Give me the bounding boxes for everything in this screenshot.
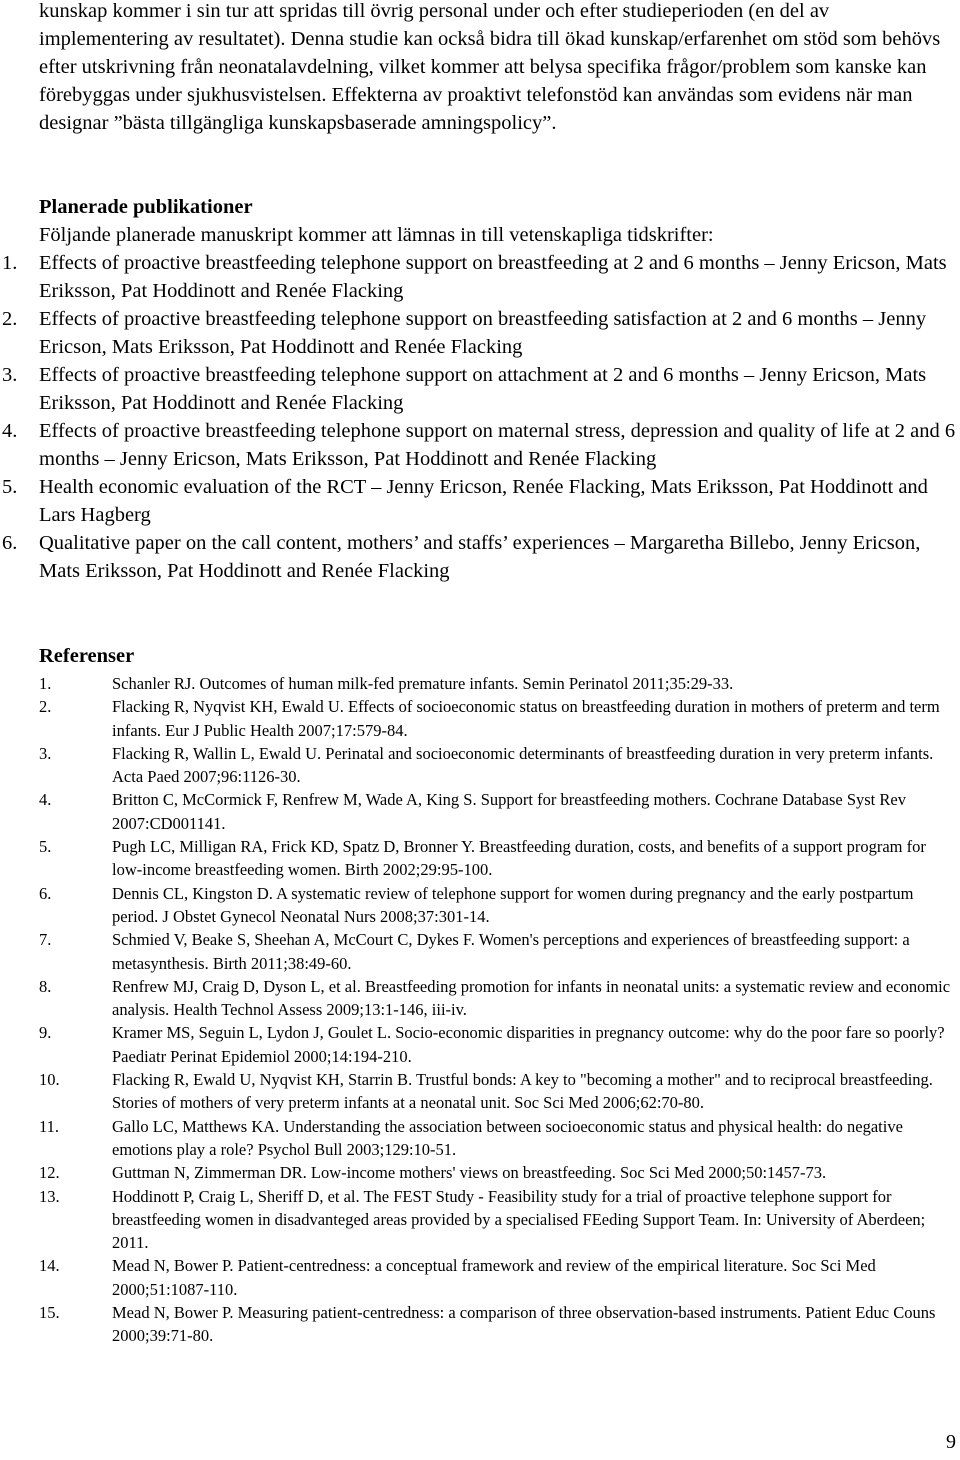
publication-text: Effects of proactive breastfeeding telephone support on breastfeeding satisfaction at 2 and 6 months – Jenny Ericson, Mats Eriksson, Pat Hoddinott and Renée Flacking xyxy=(39,308,927,358)
publication-item xyxy=(0,305,958,361)
reference-text: Renfrew MJ, Craig D, Dyson L, et al. Breastfeeding promotion for infants in neonatal units: a systematic review and economic analysis. Health Technol Assess 2009;13:1-146, iii-iv. xyxy=(112,976,951,1020)
reference-text: Guttman N, Zimmerman DR. Low-income mothers' views on breastfeeding. Soc Sci Med 2000;50:1457-73. xyxy=(112,1163,827,1183)
reference-number: 11. xyxy=(39,1116,60,1136)
reference-number: 3. xyxy=(39,743,52,763)
reference-item xyxy=(0,1115,958,1162)
reference-number: 5. xyxy=(39,837,52,857)
reference-text: Pugh LC, Milligan RA, Frick KD, Spatz D, Bronner Y. Breastfeeding duration, costs, and benefits of a support program for low-income breastfeeding women. Birth 2002;29:95-100. xyxy=(112,837,926,880)
reference-item xyxy=(0,975,958,1022)
reference-item xyxy=(0,1254,958,1301)
publication-item xyxy=(0,249,958,305)
publication-number: 2. xyxy=(2,308,18,330)
planned-publications-heading: Planerade publikationer xyxy=(39,196,253,218)
publication-number: 3. xyxy=(2,364,18,386)
publication-item xyxy=(0,529,958,585)
reference-text: Flacking R, Ewald U, Nyqvist KH, Starrin B. Trustful bonds: A key to "becoming a mother" and to reciprocal breastfeeding. Stories of mothers of very preterm infants at a neonatal unit. Soc Sci Med 2006;62:70-80. xyxy=(112,1070,933,1113)
reference-number: 9. xyxy=(39,1023,52,1043)
publication-number: 6. xyxy=(2,532,18,554)
reference-number: 10. xyxy=(39,1070,60,1090)
reference-text: Mead N, Bower P. Measuring patient-centredness: a comparison of three observation-based instruments. Patient Educ Couns 2000;39:71-80. xyxy=(112,1303,936,1346)
reference-item xyxy=(0,928,958,975)
reference-number: 15. xyxy=(39,1303,60,1323)
publication-text: Effects of proactive breastfeeding telephone support on maternal stress, depression and quality of life at 2 and 6 months – Jenny Ericson, Mats Eriksson, Pat Hoddinott and Renée Flacking xyxy=(39,420,956,470)
reference-item xyxy=(0,1161,958,1184)
reference-item xyxy=(0,788,958,835)
reference-text: Flacking R, Wallin L, Ewald U. Perinatal and socioeconomic determinants of breastfeeding duration in very preterm infants. Acta Paed 2007;96:1126-30. xyxy=(112,743,934,787)
reference-text: Schmied V, Beake S, Sheehan A, McCourt C, Dykes F. Women's perceptions and experiences of breastfeeding support: a metasynthesis. Birth 2011;38:49-60. xyxy=(112,930,910,973)
publication-number: 5. xyxy=(2,476,18,498)
reference-number: 2. xyxy=(39,697,52,717)
reference-item xyxy=(0,882,958,929)
references-heading: Referenser xyxy=(39,645,135,667)
reference-item xyxy=(0,1185,958,1255)
reference-number: 1. xyxy=(39,674,52,693)
reference-number: 6. xyxy=(39,883,52,903)
planned-publications-intro: Följande planerade manuskript kommer att lämnas in till vetenskapliga tidskrifter: xyxy=(39,224,714,246)
publication-item xyxy=(0,473,958,529)
publication-text: Health economic evaluation of the RCT – Jenny Ericson, Renée Flacking, Mats Eriksson, Pat Hoddinott and Lars Hagberg xyxy=(39,476,928,526)
reference-number: 8. xyxy=(39,976,52,996)
publication-number: 1. xyxy=(2,252,18,274)
reference-item xyxy=(0,672,958,695)
reference-text: Kramer MS, Seguin L, Lydon J, Goulet L. Socio-economic disparities in pregnancy outcome: why do the poor fare so poorly? Paediatr Perinat Epidemiol 2000;14:194-210. xyxy=(112,1023,945,1066)
reference-item xyxy=(0,835,958,882)
page-number: 9 xyxy=(946,1431,956,1453)
reference-text: Schanler RJ. Outcomes of human milk-fed premature infants. Semin Perinatol 2011;35:29-33. xyxy=(112,674,734,693)
reference-text: Hoddinott P, Craig L, Sheriff D, et al. The FEST Study - Feasibility study for a trial of proactive telephone support for breastfeeding women in disadvanteged areas provided by a specialised FEeding Support Team. In: University of Aberdeen; 2011. xyxy=(112,1186,926,1253)
references-list xyxy=(0,672,958,1348)
reference-text: Flacking R, Nyqvist KH, Ewald U. Effects of socioeconomic status on breastfeeding duration in mothers of preterm and term infants. Eur J Public Health 2007;17:579-84. xyxy=(112,697,940,740)
publication-item xyxy=(0,417,958,473)
publication-text: Effects of proactive breastfeeding telephone support on attachment at 2 and 6 months – Jenny Ericson, Mats Eriksson, Pat Hoddinott and Renée Flacking xyxy=(39,364,927,414)
publication-text: Qualitative paper on the call content, mothers’ and staffs’ experiences – Margaretha Billebo, Jenny Ericson, Mats Eriksson, Pat Hoddinott and Renée Flacking xyxy=(39,532,921,582)
publication-text: Effects of proactive breastfeeding telephone support on breastfeeding at 2 and 6 months – Jenny Ericson, Mats Eriksson, Pat Hoddinott and Renée Flacking xyxy=(39,252,947,302)
publication-number: 4. xyxy=(2,420,18,442)
publication-item xyxy=(0,361,958,417)
reference-item xyxy=(0,1021,958,1068)
reference-number: 4. xyxy=(39,790,52,810)
reference-number: 14. xyxy=(39,1256,60,1276)
reference-number: 7. xyxy=(39,930,52,950)
reference-text: Dennis CL, Kingston D. A systematic review of telephone support for women during pregnancy and the early postpartum period. J Obstet Gynecol Neonatal Nurs 2008;37:301-14. xyxy=(112,883,914,926)
reference-item xyxy=(0,1301,958,1348)
planned-publications-list xyxy=(0,249,958,585)
reference-text: Britton C, McCormick F, Renfrew M, Wade A, King S. Support for breastfeeding mothers. Cochrane Database Syst Rev 2007:CD001141. xyxy=(112,790,906,833)
reference-item xyxy=(0,742,958,789)
reference-item xyxy=(0,1068,958,1115)
reference-number: 13. xyxy=(39,1186,60,1206)
reference-text: Mead N, Bower P. Patient-centredness: a conceptual framework and review of the empirical literature. Soc Sci Med 2000;51:1087-110. xyxy=(112,1256,876,1299)
reference-text: Gallo LC, Matthews KA. Understanding the association between socioeconomic status and physical health: do negative emotions play a role? Psychol Bull 2003;129:10-51. xyxy=(112,1116,903,1159)
reference-item xyxy=(0,695,958,742)
intro-paragraph: kunskap kommer i sin tur att spridas till övrig personal under och efter studieperioden (en del av implementering av resultatet). Denna studie kan också bidra till ökad kunskap/erfarenhet om stöd som behövs efter utskrivning från neonatalavdelning, vilket kommer att belysa specifika frågor/problem som kanske kan förebyggas under sjukhusvistelsen. Effekterna av proaktivt telefonstöd kan användas som evidens när man designar ”bästa tillgängliga kunskapsbaserade amningspolicy”. xyxy=(39,0,941,134)
reference-number: 12. xyxy=(39,1163,60,1183)
